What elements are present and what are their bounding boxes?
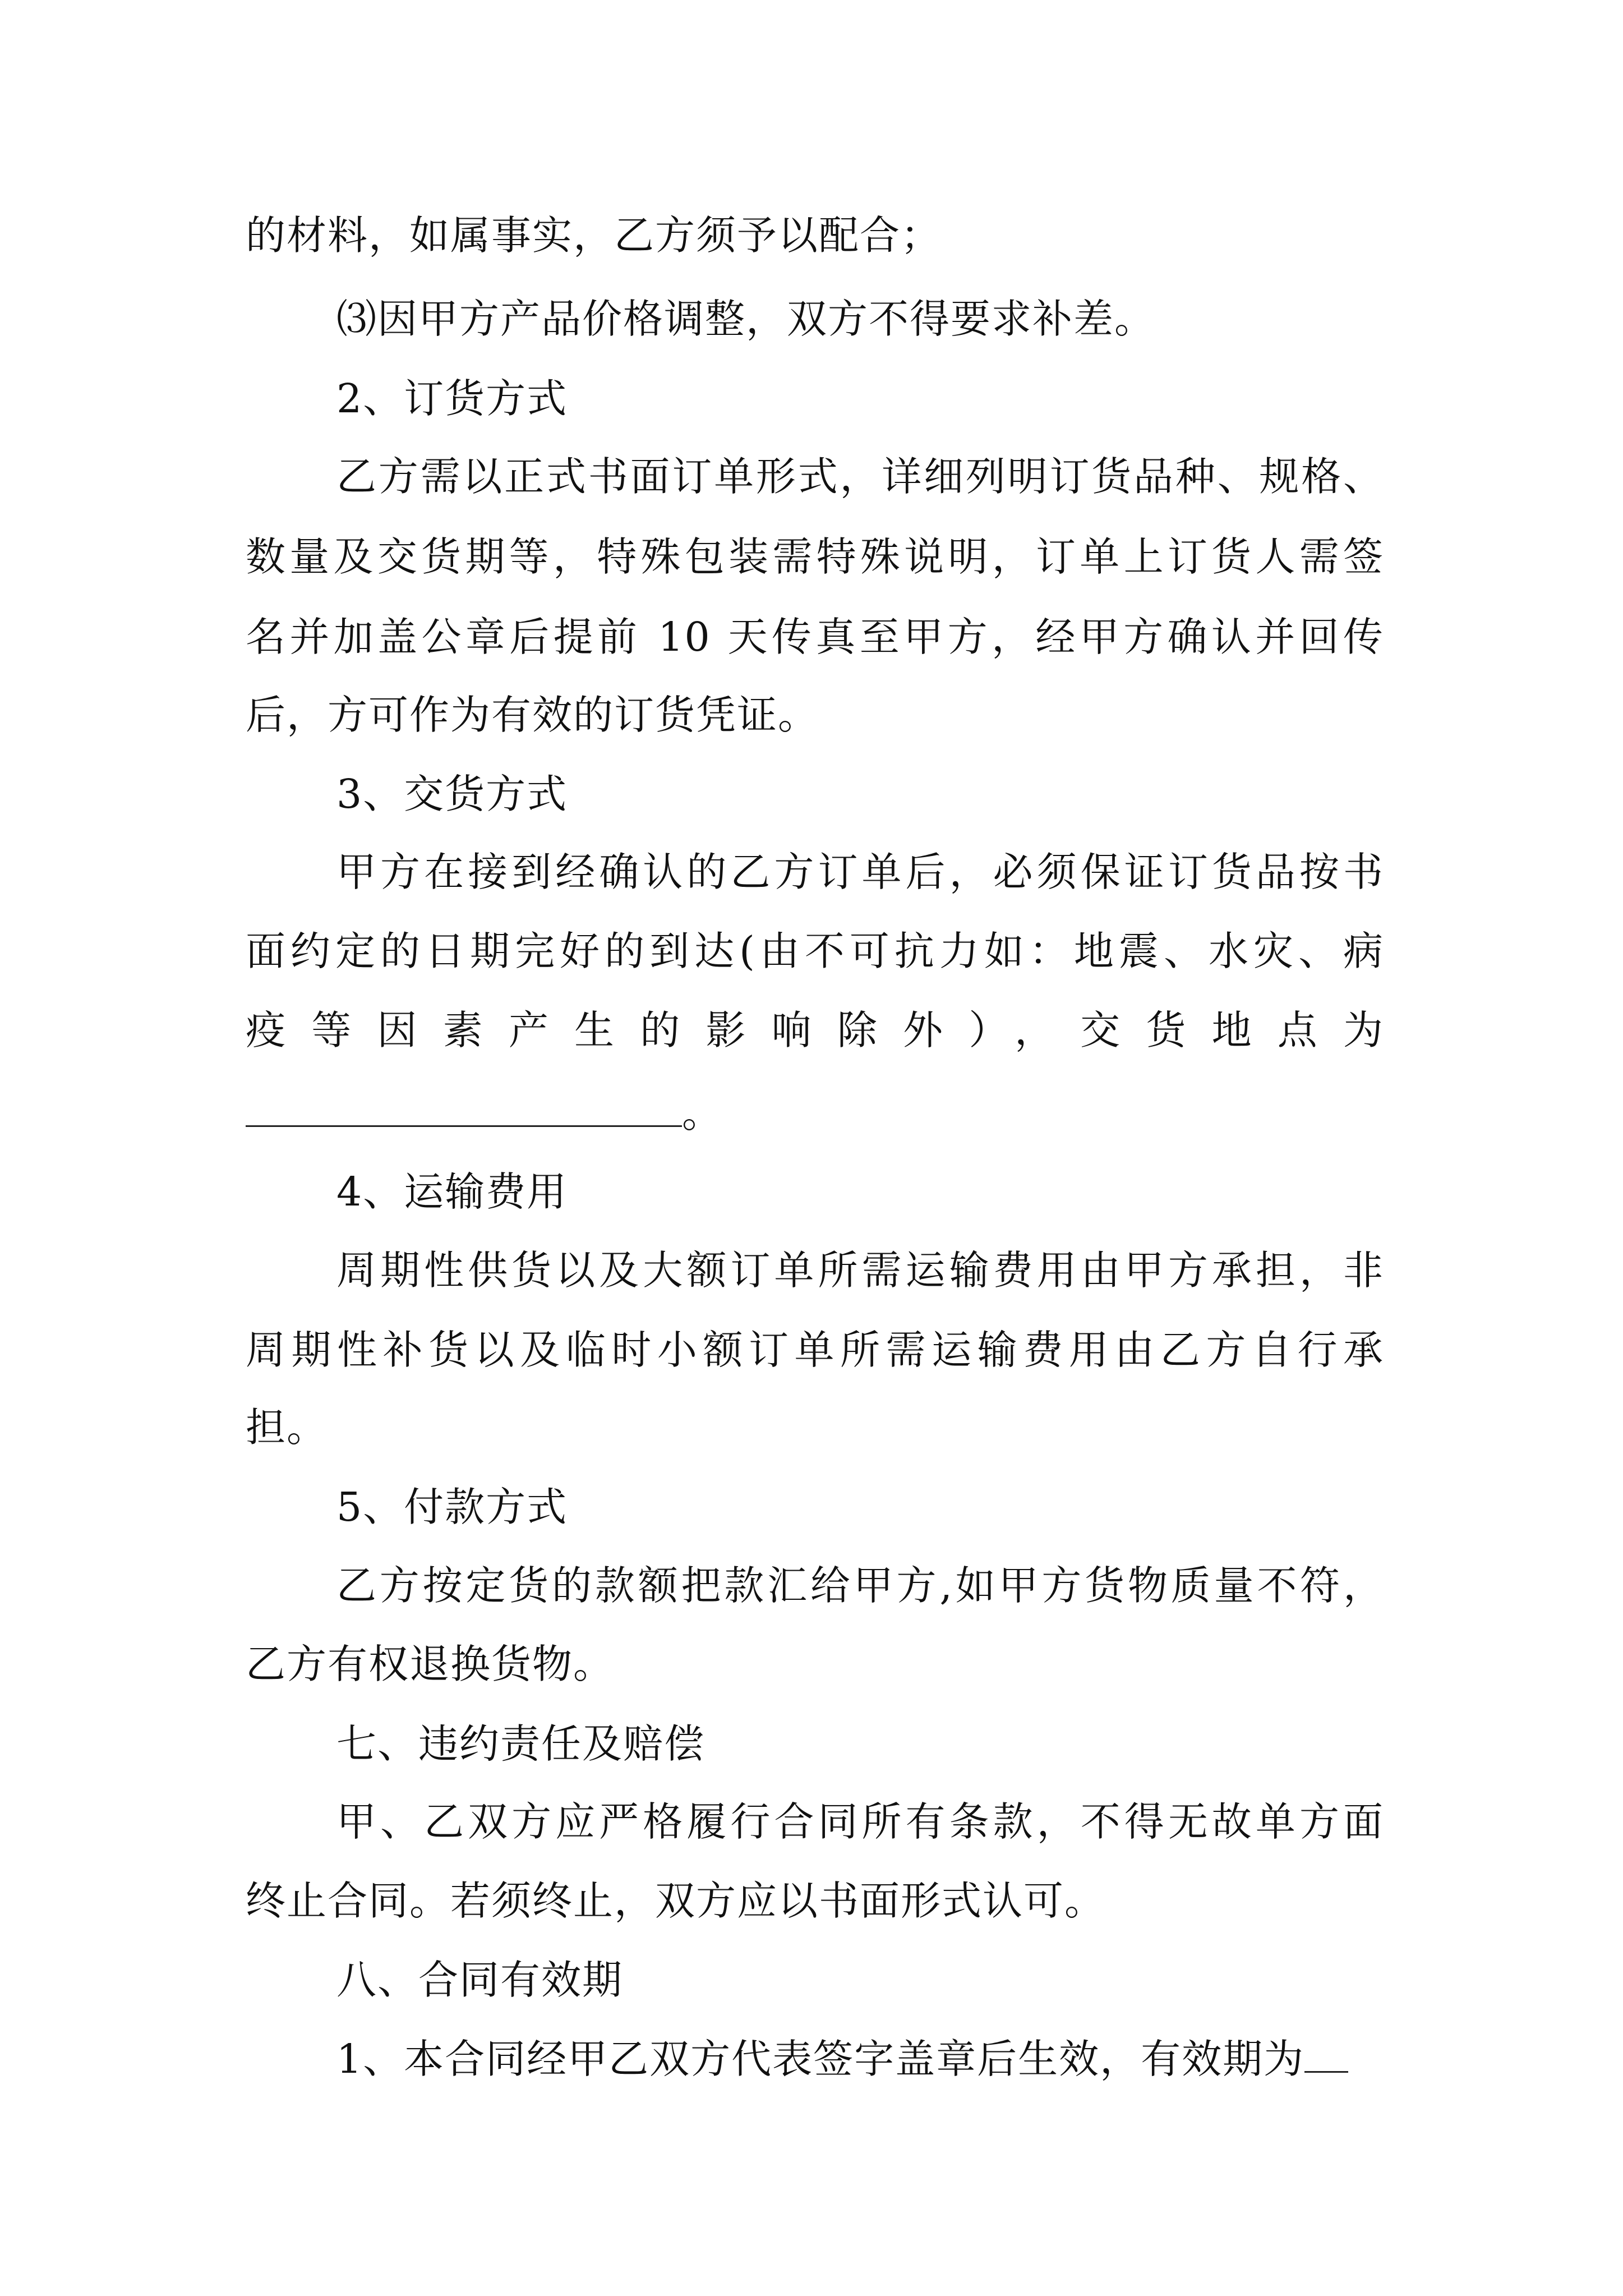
text-line: 乙方需以正式书面订单形式，详细列明订货品种、规格、 bbox=[336, 453, 1384, 500]
text-line: 名并加盖公章后提前 10 天传真至甲方，经甲方确认并回传 bbox=[246, 614, 1384, 660]
text-line: 甲、乙双方应严格履行合同所有条款，不得无故单方面 bbox=[336, 1798, 1384, 1845]
fill-in-blank[interactable] bbox=[1304, 2040, 1348, 2073]
text-line: 疫等因素产生的影响除外），交货地点为 bbox=[246, 1007, 1384, 1053]
text-line: 甲方在接到经确认的乙方订单后，必须保证订货品按书 bbox=[336, 849, 1384, 895]
text-fragment: 1、本合同经甲乙双方代表签字盖章后生效，有效期为 bbox=[336, 2036, 1305, 2082]
section-heading: 4、运输费用 bbox=[336, 1168, 568, 1215]
text-line: 后，方可作为有效的订货凭证。 bbox=[246, 692, 819, 738]
section-heading: 七、违约责任及赔偿 bbox=[336, 1720, 706, 1767]
section-heading: 八、合同有效期 bbox=[336, 1957, 624, 2003]
text-line: 乙方有权退换货物。 bbox=[246, 1641, 615, 1687]
section-heading: 5、付款方式 bbox=[336, 1484, 568, 1530]
text-line: 的材料，如属事实，乙方须予以配合； bbox=[246, 212, 942, 259]
text-line: 面约定的日期完好的到达(由不可抗力如：地震、水灾、病 bbox=[246, 928, 1384, 974]
text-line: 周期性补货以及临时小额订单所需运输费用由乙方自行承 bbox=[246, 1327, 1384, 1373]
text-line-with-blank bbox=[246, 1071, 1384, 1156]
text-line: 终止合同。若须终止，双方应以书面形式认可。 bbox=[246, 1878, 1106, 1924]
text-line: 周期性供货以及大额订单所需运输费用由甲方承担，非 bbox=[336, 1247, 1384, 1294]
text-line: 担。 bbox=[246, 1404, 328, 1451]
section-heading: 3、交货方式 bbox=[336, 771, 568, 817]
text-line: 数量及交货期等，特殊包装需特殊说明，订单上订货人需签 bbox=[246, 533, 1384, 580]
text-fragment: 。 bbox=[682, 1090, 723, 1137]
text-line-with-blank bbox=[336, 2017, 1384, 2101]
text-line: ⑶因甲方产品价格调整，双方不得要求补差。 bbox=[336, 296, 1156, 342]
fill-in-blank[interactable] bbox=[246, 1094, 682, 1127]
text-line: 乙方按定货的款额把款汇给甲方,如甲方货物质量不符， bbox=[336, 1562, 1384, 1609]
section-heading: 2、订货方式 bbox=[336, 375, 568, 422]
